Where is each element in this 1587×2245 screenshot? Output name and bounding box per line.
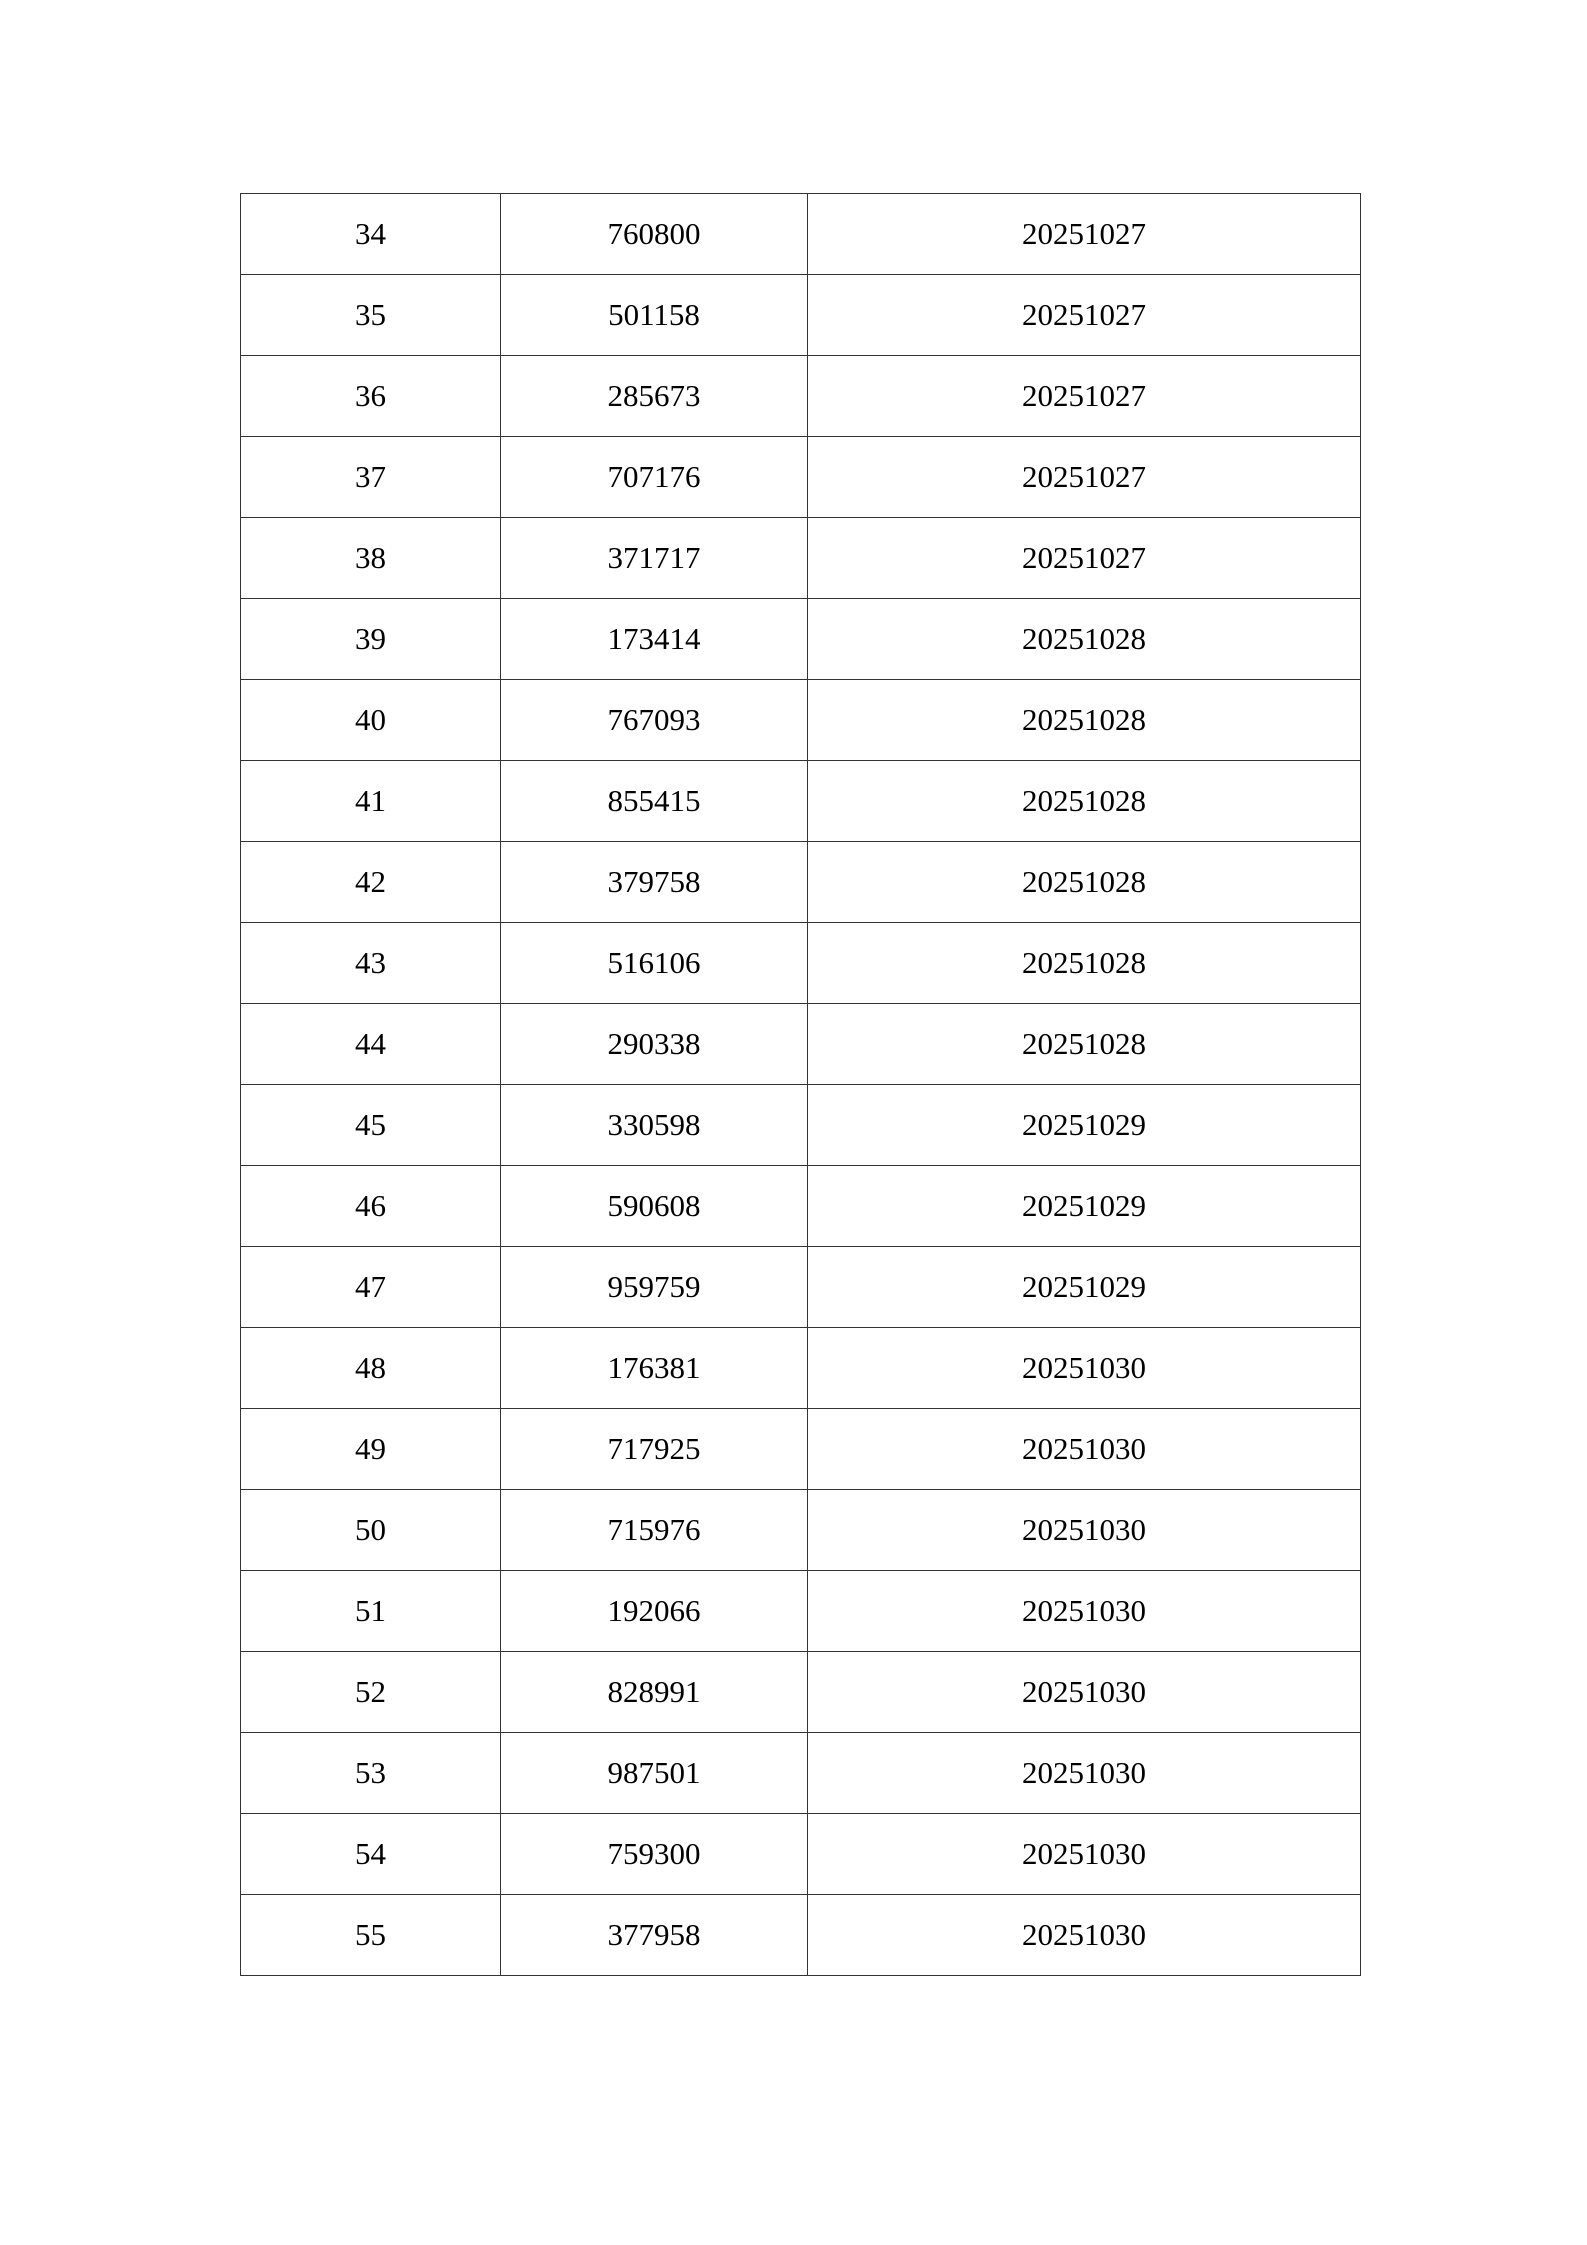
date-cell: 20251030 — [808, 1490, 1361, 1571]
code-cell: 377958 — [501, 1895, 808, 1976]
code-cell: 285673 — [501, 356, 808, 437]
row-index-cell: 38 — [241, 518, 501, 599]
date-cell: 20251028 — [808, 680, 1361, 761]
table-row — [241, 518, 1361, 599]
row-index-cell: 52 — [241, 1652, 501, 1733]
code-cell: 516106 — [501, 923, 808, 1004]
table-row — [241, 194, 1361, 275]
code-cell: 192066 — [501, 1571, 808, 1652]
table-row — [241, 761, 1361, 842]
date-cell: 20251027 — [808, 356, 1361, 437]
date-cell: 20251030 — [808, 1571, 1361, 1652]
row-index-cell: 51 — [241, 1571, 501, 1652]
row-index-cell: 34 — [241, 194, 501, 275]
table-row — [241, 1490, 1361, 1571]
table-row — [241, 599, 1361, 680]
table-row — [241, 1733, 1361, 1814]
code-cell: 855415 — [501, 761, 808, 842]
row-index-cell: 50 — [241, 1490, 501, 1571]
table-row — [241, 1814, 1361, 1895]
date-cell: 20251030 — [808, 1733, 1361, 1814]
row-index-cell: 37 — [241, 437, 501, 518]
date-cell: 20251028 — [808, 761, 1361, 842]
row-index-cell: 44 — [241, 1004, 501, 1085]
table-row — [241, 1085, 1361, 1166]
code-cell: 176381 — [501, 1328, 808, 1409]
code-cell: 767093 — [501, 680, 808, 761]
row-index-cell: 49 — [241, 1409, 501, 1490]
table-row — [241, 1247, 1361, 1328]
date-cell: 20251028 — [808, 923, 1361, 1004]
code-cell: 717925 — [501, 1409, 808, 1490]
row-index-cell: 46 — [241, 1166, 501, 1247]
date-cell: 20251029 — [808, 1247, 1361, 1328]
row-index-cell: 41 — [241, 761, 501, 842]
row-index-cell: 47 — [241, 1247, 501, 1328]
date-cell: 20251030 — [808, 1895, 1361, 1976]
date-cell: 20251028 — [808, 599, 1361, 680]
code-cell: 828991 — [501, 1652, 808, 1733]
row-index-cell: 35 — [241, 275, 501, 356]
row-index-cell: 53 — [241, 1733, 501, 1814]
row-index-cell: 40 — [241, 680, 501, 761]
code-cell: 379758 — [501, 842, 808, 923]
code-cell: 173414 — [501, 599, 808, 680]
table-row — [241, 1004, 1361, 1085]
code-cell: 760800 — [501, 194, 808, 275]
date-cell: 20251030 — [808, 1652, 1361, 1733]
data-table — [240, 193, 1361, 1976]
row-index-cell: 42 — [241, 842, 501, 923]
code-cell: 759300 — [501, 1814, 808, 1895]
table-row — [241, 1895, 1361, 1976]
code-cell: 707176 — [501, 437, 808, 518]
row-index-cell: 36 — [241, 356, 501, 437]
row-index-cell: 45 — [241, 1085, 501, 1166]
code-cell: 987501 — [501, 1733, 808, 1814]
table-row — [241, 1571, 1361, 1652]
row-index-cell: 55 — [241, 1895, 501, 1976]
row-index-cell: 54 — [241, 1814, 501, 1895]
table-body — [241, 194, 1361, 1976]
code-cell: 371717 — [501, 518, 808, 599]
table-row — [241, 1166, 1361, 1247]
date-cell: 20251027 — [808, 437, 1361, 518]
code-cell: 290338 — [501, 1004, 808, 1085]
date-cell: 20251030 — [808, 1328, 1361, 1409]
code-cell: 715976 — [501, 1490, 808, 1571]
date-cell: 20251027 — [808, 275, 1361, 356]
table-row — [241, 1652, 1361, 1733]
table-row — [241, 923, 1361, 1004]
table-row — [241, 437, 1361, 518]
code-cell: 330598 — [501, 1085, 808, 1166]
date-cell: 20251030 — [808, 1814, 1361, 1895]
date-cell: 20251028 — [808, 1004, 1361, 1085]
date-cell: 20251027 — [808, 194, 1361, 275]
table-row — [241, 1328, 1361, 1409]
date-cell: 20251027 — [808, 518, 1361, 599]
table-row — [241, 680, 1361, 761]
date-cell: 20251028 — [808, 842, 1361, 923]
row-index-cell: 43 — [241, 923, 501, 1004]
date-cell: 20251029 — [808, 1166, 1361, 1247]
code-cell: 501158 — [501, 275, 808, 356]
date-cell: 20251029 — [808, 1085, 1361, 1166]
code-cell: 959759 — [501, 1247, 808, 1328]
row-index-cell: 39 — [241, 599, 501, 680]
table-row — [241, 356, 1361, 437]
table-row — [241, 1409, 1361, 1490]
date-cell: 20251030 — [808, 1409, 1361, 1490]
table-row — [241, 275, 1361, 356]
row-index-cell: 48 — [241, 1328, 501, 1409]
table-row — [241, 842, 1361, 923]
code-cell: 590608 — [501, 1166, 808, 1247]
